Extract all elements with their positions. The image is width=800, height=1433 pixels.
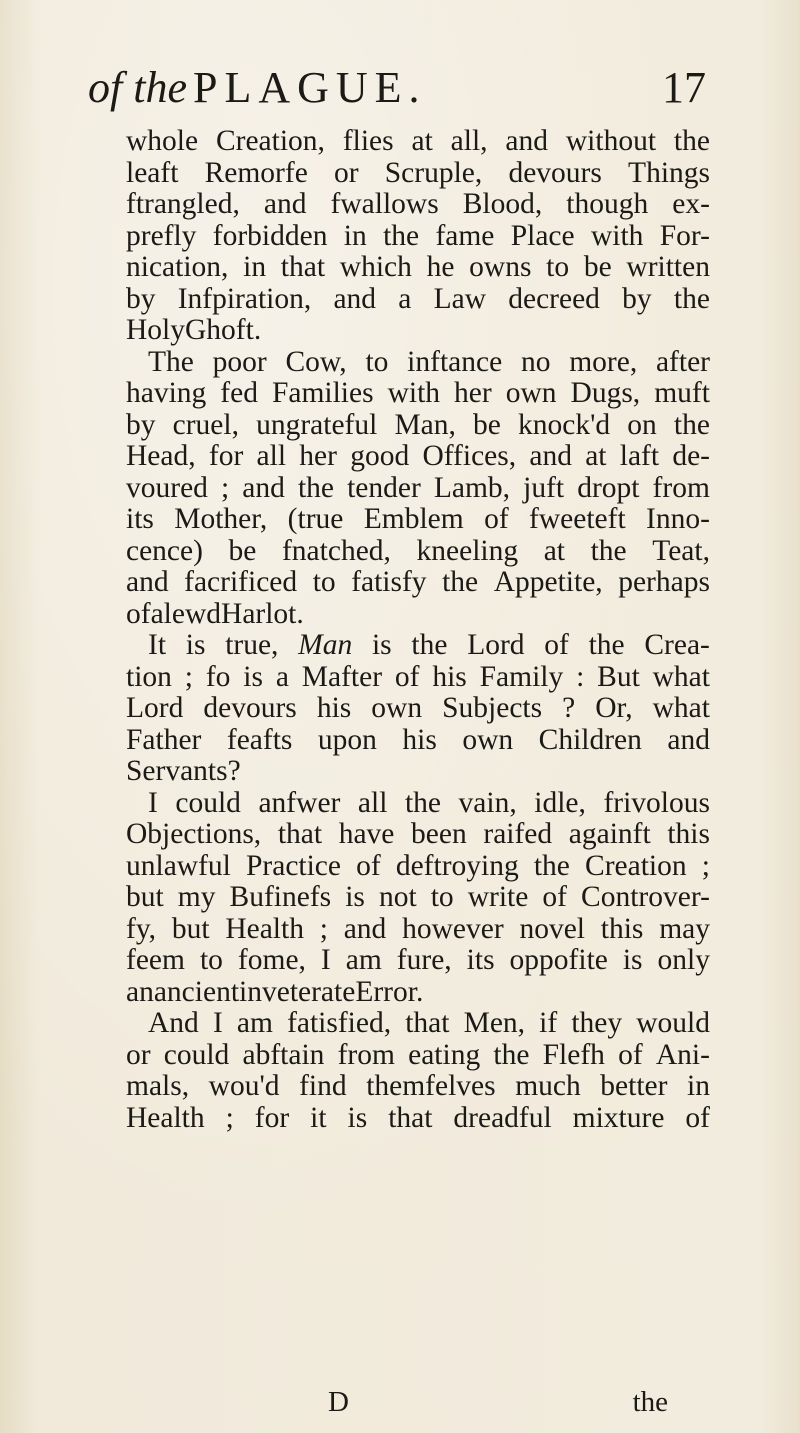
word: novel [519, 912, 585, 945]
word: ; [225, 1101, 234, 1134]
word: for [208, 440, 244, 472]
word: and [667, 723, 710, 756]
word: and [529, 440, 572, 472]
catchword: the [632, 1386, 668, 1418]
word: written [626, 251, 710, 283]
word: of [544, 629, 569, 661]
word: could [163, 1038, 230, 1071]
word: the [533, 849, 570, 882]
word: by [126, 282, 156, 315]
text-line [126, 378, 710, 410]
word: would [636, 1007, 710, 1039]
word: Father [126, 723, 202, 756]
word: Objections, [126, 818, 262, 850]
word: the [673, 125, 710, 157]
word: It [148, 629, 167, 661]
word: frivolous [603, 786, 710, 819]
word: flies [342, 125, 394, 157]
word: fwallows [330, 188, 439, 220]
word: is [371, 629, 392, 661]
word: been [411, 818, 467, 850]
word: Creation, [215, 125, 325, 157]
text-line [126, 221, 710, 253]
text-line [126, 851, 710, 883]
word: all [256, 440, 287, 472]
word: is [622, 944, 643, 976]
word: Infpiration, [177, 282, 312, 315]
running-head [88, 58, 427, 118]
word: in [343, 219, 367, 252]
word: perhaps [618, 566, 710, 598]
word: better [600, 1070, 668, 1102]
word: having [126, 377, 207, 409]
text-line [126, 1071, 710, 1103]
text-line [126, 914, 710, 946]
word: dreadful [453, 1101, 552, 1134]
word: its [126, 503, 154, 535]
word: Mafter [301, 660, 383, 693]
word: my [177, 881, 216, 913]
text-line [126, 158, 710, 190]
word: owns [469, 251, 532, 283]
word: I [148, 786, 158, 819]
word: that [280, 251, 326, 283]
word: deftroying [395, 849, 519, 882]
word: is [347, 1101, 368, 1134]
word: Practice [246, 849, 341, 882]
word: Controver- [581, 881, 710, 913]
word: Flefh [542, 1038, 605, 1071]
word: Appetite, [493, 566, 603, 598]
word: to [199, 944, 223, 976]
word: laft [619, 440, 660, 472]
word: Man [298, 629, 353, 661]
word: in [243, 251, 267, 283]
text-line [126, 882, 710, 914]
word: the [493, 1038, 530, 1071]
word: however [402, 912, 504, 945]
word: only [657, 944, 710, 976]
word: Creation [585, 849, 687, 882]
word: inftance [407, 345, 503, 378]
word: tion [126, 660, 172, 693]
word: ; [701, 849, 710, 882]
word: for [254, 1101, 290, 1134]
word: feafts [226, 723, 293, 756]
body-text [126, 126, 710, 1134]
word: idle, [534, 786, 586, 819]
word: the [588, 629, 625, 661]
word: Inno- [646, 503, 710, 535]
text-line [126, 473, 710, 505]
text-line [126, 347, 710, 379]
word: from [652, 471, 710, 504]
word: the [673, 408, 710, 441]
word: his [432, 660, 467, 693]
word: that [388, 1101, 433, 1134]
word: But [597, 660, 640, 693]
word: nication, [126, 251, 229, 283]
word: if [539, 1007, 558, 1039]
word: much [515, 1070, 581, 1102]
text-line [126, 1008, 710, 1040]
word: her [299, 440, 337, 472]
text-line [126, 819, 710, 851]
word: at [411, 125, 433, 157]
word: is [243, 660, 263, 693]
word: fed [220, 377, 258, 409]
text-line [126, 504, 710, 536]
word: cruel, [172, 408, 239, 441]
word: of [394, 660, 420, 693]
page-footer [126, 1386, 710, 1420]
word: more, [569, 345, 638, 378]
word: of [685, 1101, 710, 1134]
word: ? [227, 755, 241, 787]
word: dropt [577, 471, 640, 504]
word: whole [126, 125, 199, 157]
word: am [345, 944, 382, 976]
word: be [228, 534, 257, 567]
text-line [126, 977, 710, 1009]
word: what [652, 660, 710, 693]
word: Family [479, 660, 564, 693]
word: fo [205, 660, 231, 693]
word: Offices, [422, 440, 517, 472]
word: ungrateful [256, 408, 378, 441]
word: a [150, 597, 164, 630]
word: Dugs, [570, 377, 641, 409]
word: Lord [126, 692, 184, 724]
text-line [126, 1103, 710, 1135]
word: Blood, [462, 188, 543, 220]
text-line [126, 788, 710, 820]
word: own [462, 723, 514, 756]
word: : [576, 660, 585, 693]
word: be [473, 408, 501, 441]
word: and [343, 912, 387, 945]
word: find [299, 1070, 347, 1102]
page-header [88, 58, 708, 128]
word: devours [203, 692, 297, 724]
word: Law [433, 282, 487, 315]
word: they [571, 1007, 623, 1039]
page-number: 17 [662, 63, 706, 112]
word: facrificed [184, 566, 298, 598]
word: inveterate [239, 975, 356, 1008]
word: Harlot. [221, 597, 304, 630]
text-line [126, 662, 710, 694]
word: Lamb, [433, 471, 511, 504]
word: his [316, 692, 352, 724]
word: vain, [458, 786, 517, 819]
word: de- [672, 440, 710, 472]
word: the [383, 219, 420, 252]
word: againft [568, 818, 651, 850]
word: his [402, 723, 437, 756]
word: but [171, 912, 210, 945]
word: (true [287, 503, 344, 535]
word: eating [408, 1038, 481, 1071]
word: this [600, 912, 644, 945]
word: its [466, 944, 495, 976]
word: Emblem [363, 503, 464, 535]
word: to [365, 345, 389, 378]
word: ; [319, 912, 328, 945]
word: For- [659, 219, 710, 252]
word: oppofite [509, 944, 608, 976]
word: kneeling [416, 534, 519, 567]
text-line [126, 693, 710, 725]
word: fure, [396, 944, 452, 976]
text-line [126, 1040, 710, 1072]
word: mixture [572, 1101, 665, 1134]
word: the [442, 566, 479, 598]
word: on [627, 408, 657, 441]
word: and [263, 188, 307, 220]
word: Bufinefs [229, 881, 332, 913]
word: devours [508, 156, 602, 189]
word: a [398, 282, 412, 315]
word: from [337, 1038, 395, 1071]
word: tender [347, 471, 421, 504]
word: an [126, 975, 154, 1008]
word: Holy [126, 314, 185, 346]
word: juft [523, 471, 565, 504]
word: Scruple, [384, 156, 483, 189]
word: write [467, 881, 529, 913]
word: fatisfied, [287, 1007, 392, 1039]
text-line [126, 567, 710, 599]
word: be [583, 251, 612, 283]
word: ; [221, 471, 230, 504]
word: and [242, 471, 285, 504]
word: but [126, 881, 164, 913]
word: to [430, 881, 454, 913]
word: voured [126, 471, 208, 504]
word: of [542, 881, 567, 913]
word: and [505, 125, 548, 157]
word: in [687, 1070, 710, 1102]
word: Head, [126, 440, 196, 472]
word: muft [654, 377, 710, 409]
word: Place [510, 219, 575, 252]
word: the [297, 471, 334, 504]
word: lewd [163, 597, 222, 630]
text-line [126, 756, 710, 788]
word: themfelves [366, 1070, 496, 1102]
word: ancient [153, 975, 240, 1008]
word: fnatched, [281, 534, 391, 567]
word: though [566, 188, 649, 220]
word: may [659, 912, 710, 945]
word: Crea- [644, 629, 710, 661]
word: forbidden [212, 219, 328, 252]
word: knock'd [518, 408, 611, 441]
word: true, [225, 629, 279, 661]
word: Men, [463, 1007, 526, 1039]
word: fy, [126, 912, 157, 945]
word: Families [271, 377, 374, 409]
word: with [387, 377, 441, 409]
word: he [426, 251, 455, 283]
word: Remorfe [204, 156, 308, 189]
word: all, [450, 125, 488, 157]
word: fweeteft [529, 503, 626, 535]
word: feem [126, 944, 185, 976]
word: a [275, 660, 289, 693]
word: or [126, 1038, 151, 1071]
text-line [126, 252, 710, 284]
word: of [618, 1038, 643, 1071]
word: of [484, 503, 509, 535]
word: it [310, 1101, 327, 1134]
word: mals, [126, 1070, 190, 1102]
text-line [126, 599, 710, 631]
word: not [378, 881, 417, 913]
word: fatisfy [351, 566, 427, 598]
word: by [622, 282, 652, 315]
word: that [277, 818, 323, 850]
word: after [655, 345, 710, 378]
word: without [565, 125, 657, 157]
word: ftrangled, [126, 188, 240, 220]
word: Or, [595, 692, 633, 724]
word: prefly [126, 219, 197, 252]
word: Children [538, 723, 642, 756]
word: own [371, 692, 423, 724]
word: at [585, 440, 607, 472]
word: own [505, 377, 557, 409]
word: to [312, 566, 336, 598]
word: abftain [242, 1038, 325, 1071]
word: raifed [483, 818, 553, 850]
word: fome, [237, 944, 306, 976]
word: wou'd [208, 1070, 280, 1102]
word: that [405, 1007, 450, 1039]
word: and [333, 282, 377, 315]
word: have [338, 818, 395, 850]
text-line [126, 284, 710, 316]
text-line [126, 189, 710, 221]
word: by [126, 408, 156, 441]
word: leaft [126, 156, 179, 189]
word: cence) [126, 534, 203, 567]
word: And [148, 1007, 199, 1039]
word: good [350, 440, 410, 472]
word: to [546, 251, 570, 283]
word: ? [562, 692, 576, 724]
word: Ghoft. [185, 314, 262, 346]
word: Health [225, 912, 304, 945]
word: am [236, 1007, 273, 1039]
word: Man, [394, 408, 456, 441]
word: no [520, 345, 551, 378]
word: Ani- [655, 1038, 710, 1071]
word: Mother, [174, 503, 268, 535]
text-line [126, 725, 710, 757]
word: of [126, 597, 151, 630]
word: poor [212, 345, 267, 378]
word: the [673, 282, 710, 315]
word: Teat, [652, 534, 710, 567]
word: ; [184, 660, 193, 693]
word: The [148, 345, 194, 378]
word: Error. [355, 975, 424, 1008]
word: I [320, 944, 331, 976]
text-line [126, 630, 710, 662]
word: Things [628, 156, 710, 189]
word: the [411, 629, 448, 661]
word: could [175, 786, 241, 819]
text-line [126, 315, 710, 347]
word: the [404, 786, 441, 819]
word: or [334, 156, 359, 189]
word: is [345, 881, 365, 913]
running-head-prefix: of the [88, 63, 187, 112]
word: Health [126, 1101, 205, 1134]
word: and [126, 566, 169, 598]
running-head-title: PLAGUE. [192, 63, 427, 112]
word: Lord [467, 629, 525, 661]
word: upon [317, 723, 377, 756]
word: fame [435, 219, 495, 252]
word: which [339, 251, 412, 283]
word: the [590, 534, 627, 567]
word: this [667, 818, 710, 850]
word: all [357, 786, 388, 819]
signature-mark: D [328, 1386, 349, 1418]
text-line [126, 410, 710, 442]
text-line [126, 536, 710, 568]
word: ex- [672, 188, 710, 220]
word: anfwer [258, 786, 341, 819]
word: at [543, 534, 565, 567]
word: decreed [508, 282, 600, 315]
text-line [126, 945, 710, 977]
word: Servants [126, 755, 228, 787]
word: what [652, 692, 710, 724]
word: her [454, 377, 492, 409]
word: is [185, 629, 206, 661]
word: unlawful [126, 849, 231, 882]
word: Subjects [442, 692, 543, 724]
word: I [212, 1007, 223, 1039]
word: with [590, 219, 644, 252]
word: of [356, 849, 381, 882]
text-line [126, 126, 710, 158]
word: Cow, [285, 345, 347, 378]
text-line [126, 441, 710, 473]
